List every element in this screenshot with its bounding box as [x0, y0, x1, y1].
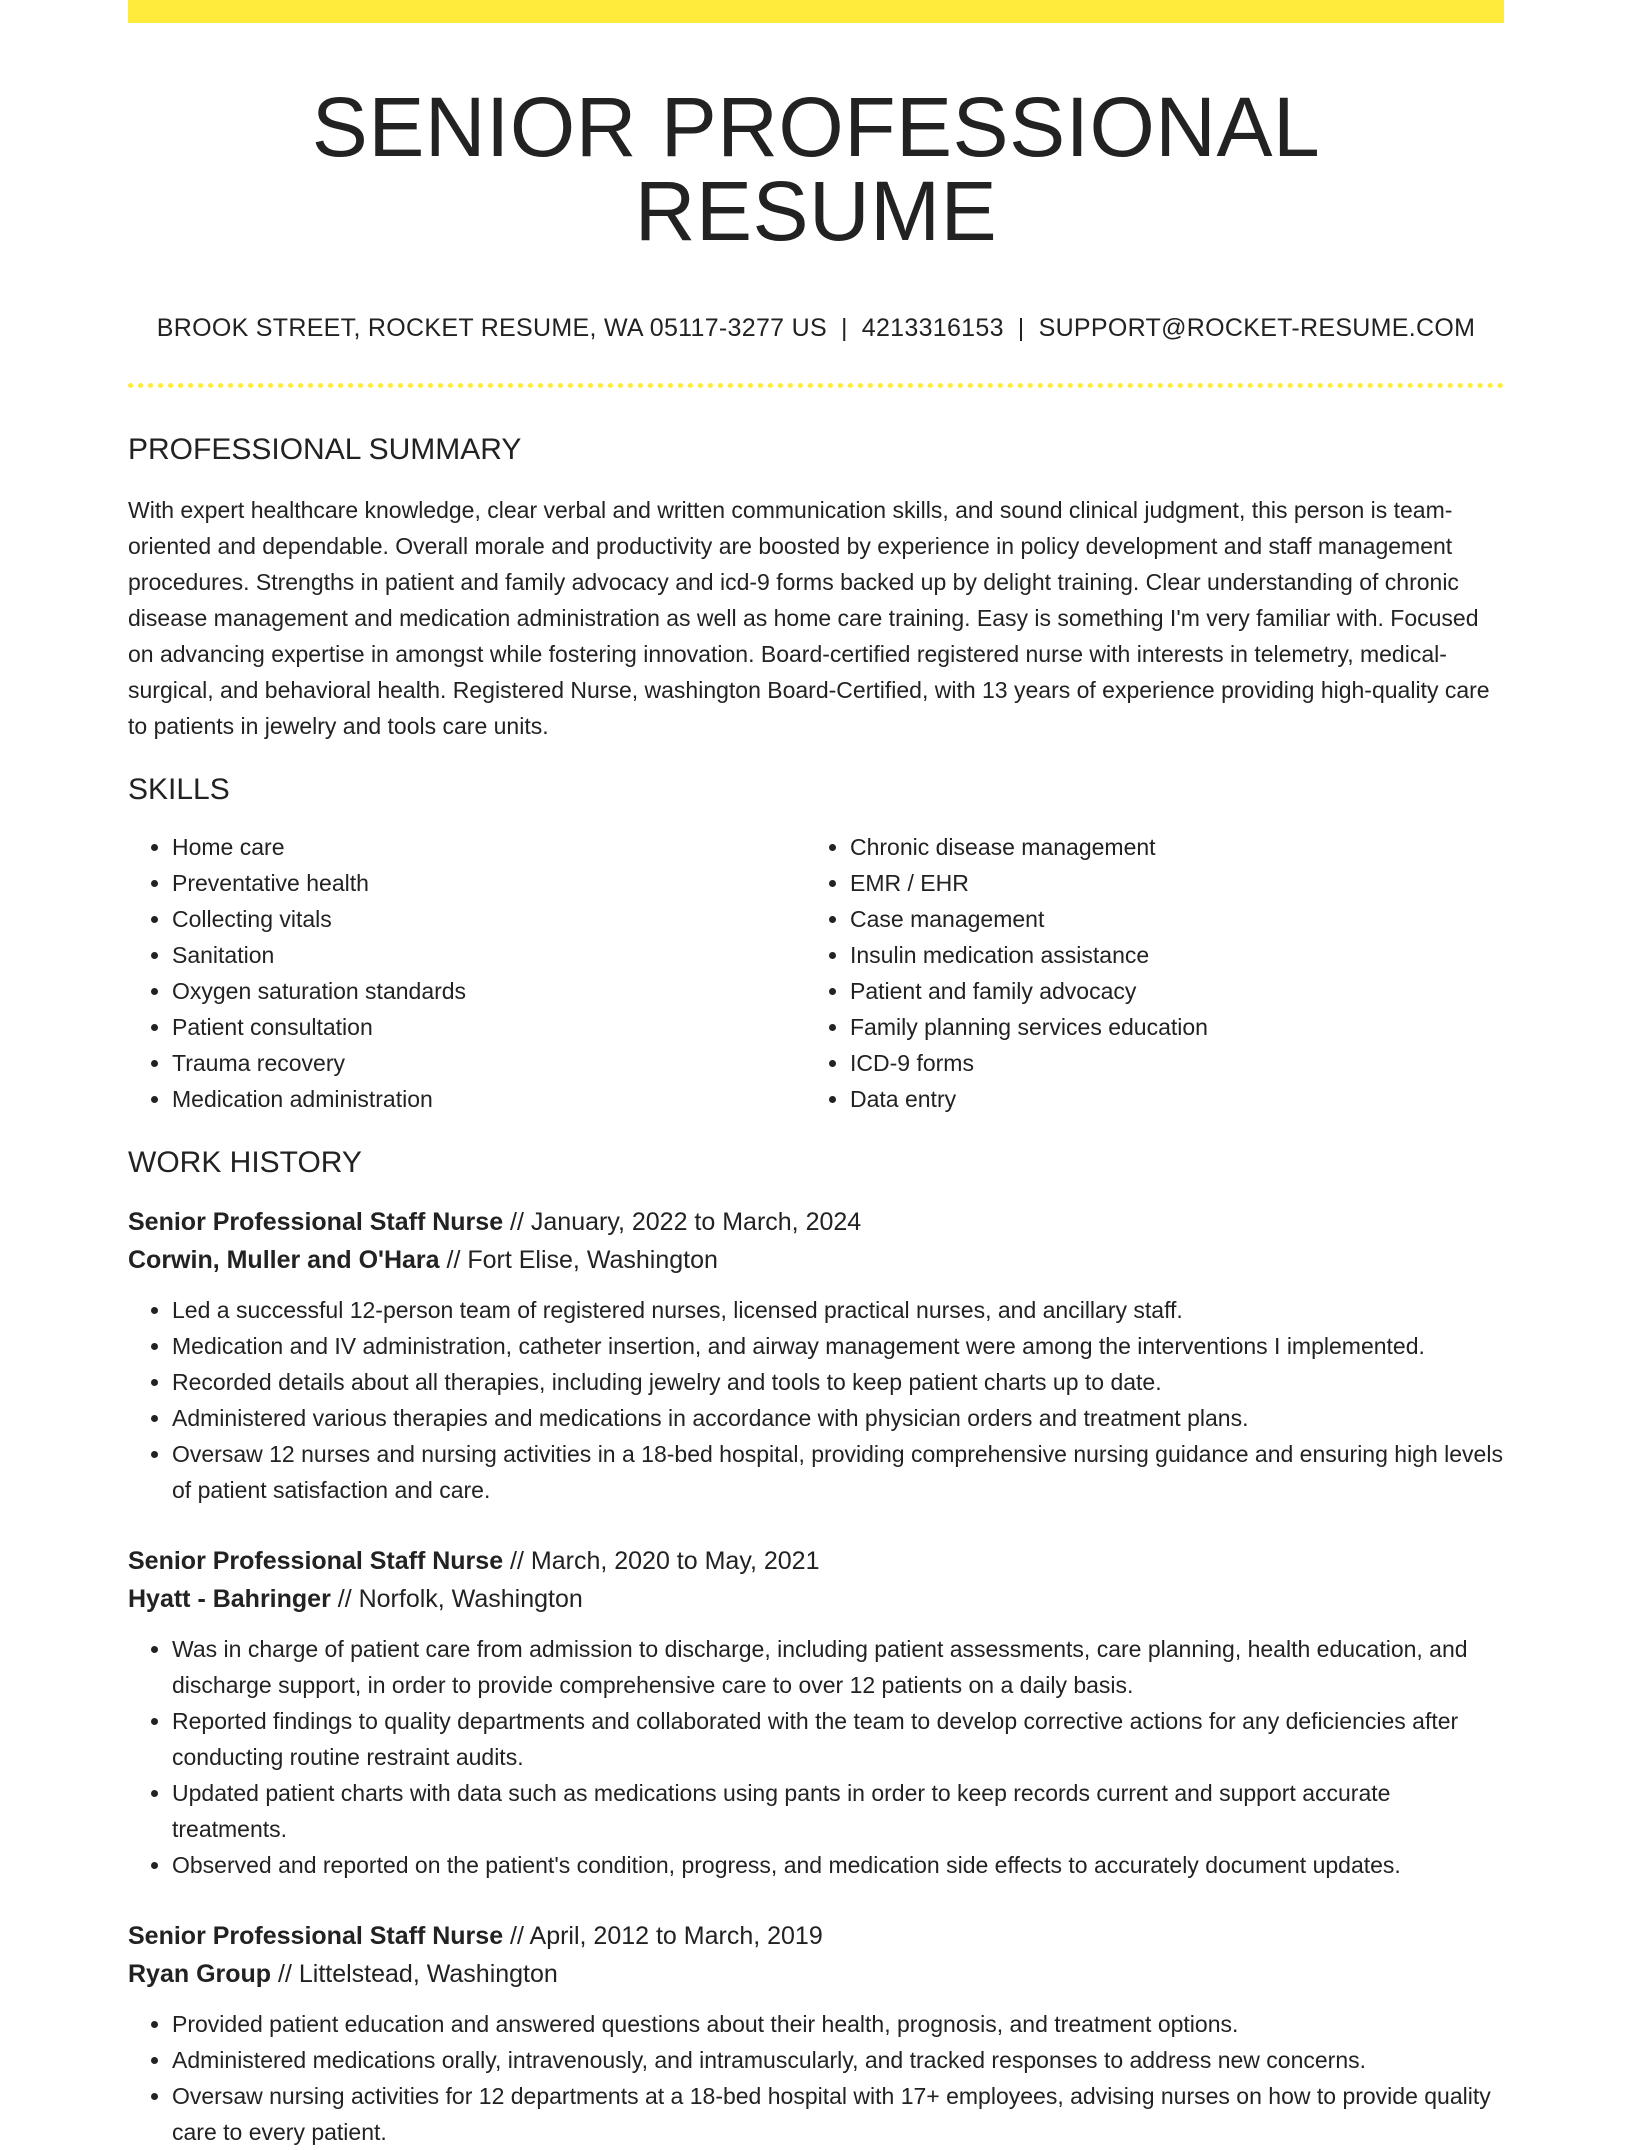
- skill-item: • Family planning services education: [850, 1009, 1484, 1045]
- skill-item: • Patient consultation: [172, 1009, 806, 1045]
- job-bullet: • Was in charge of patient care from admission to discharge, including patient assessments, care planning, health education, and discharge support, in order to provide comprehensive care to over 12 patients on a daily basis.: [172, 1631, 1504, 1703]
- job-bullet: • Administered medications orally, intravenously, and intramuscularly, and tracked responses to address new concerns.: [172, 2042, 1504, 2078]
- summary-text: With expert healthcare knowledge, clear verbal and written communication skills, and sound clinical judgment, this person is team-oriented and dependable. Overall morale and productivity are boosted by experience in policy development and staff management procedures. Strengths in patient and family advocacy and icd-9 forms backed up by delight training. Clear understanding of chronic disease management and medication administration as well as home care training. Easy is something I'm very familiar with. Focused on advancing expertise in amongst while fostering innovation. Board-certified registered nurse with interests in telemetry, medical-surgical, and behavioral health. Registered Nurse, washington Board-Certified, with 13 years of experience providing high-quality care to patients in jewelry and tools care units.: [128, 497, 1490, 739]
- job-company-line: [128, 1955, 1504, 1993]
- job-company: Hyatt - Bahringer: [128, 1585, 331, 1613]
- job-title: Senior Professional Staff Nurse: [128, 1208, 504, 1236]
- job-bullet: • Led a successful 12-person team of registered nurses, licensed practical nurses, and ancillary staff.: [172, 1292, 1504, 1328]
- job-company: Corwin, Muller and O'Hara: [128, 1246, 440, 1274]
- job-bullet: • Observed and reported on the patient's condition, progress, and medication side effects to accurately document updates.: [172, 1847, 1504, 1883]
- job-title: Senior Professional Staff Nurse: [128, 1922, 504, 1950]
- skill-item: • EMR / EHR: [850, 865, 1484, 901]
- job-location: // Fort Elise, Washington: [439, 1246, 718, 1274]
- skill-item: • Chronic disease management: [850, 829, 1484, 865]
- job-bullet: • Provided patient education and answered questions about their health, prognosis, and treatment options.: [172, 2006, 1504, 2042]
- skill-item: • Insulin medication assistance: [850, 937, 1484, 973]
- job-entry: [128, 1203, 1504, 1508]
- job-bullet: • Medication and IV administration, catheter insertion, and airway management were among the interventions I implemented.: [172, 1328, 1504, 1364]
- job-bullet: • Reported findings to quality departments and collaborated with the team to develop corrective actions for any deficiencies after conducting routine restraint audits.: [172, 1703, 1504, 1775]
- skill-item: • Home care: [172, 829, 806, 865]
- job-bullets: [128, 2006, 1504, 2150]
- contact-line: [128, 313, 1504, 343]
- skill-item: • Trauma recovery: [172, 1045, 806, 1081]
- skills-heading: SKILLS: [128, 773, 230, 806]
- skill-item: • Medication administration: [172, 1081, 806, 1117]
- job-location: // Norfolk, Washington: [330, 1585, 583, 1613]
- resume-page: [128, 0, 1504, 2150]
- job-bullet: • Oversaw nursing activities for 12 departments at a 18-bed hospital with 17+ employees, advising nurses on how to provide quality care to every patient.: [172, 2078, 1504, 2150]
- job-title-line: [128, 1542, 1504, 1580]
- skill-item: • Case management: [850, 901, 1484, 937]
- skill-item: • Patient and family advocacy: [850, 973, 1484, 1009]
- job-company-line: [128, 1580, 1504, 1618]
- skill-item: • Data entry: [850, 1081, 1484, 1117]
- contact-email: SUPPORT@ROCKET-RESUME.COM: [1038, 314, 1476, 342]
- job-title-line: [128, 1203, 1504, 1241]
- job-location: // Littelstead, Washington: [271, 1960, 558, 1988]
- job-title: Senior Professional Staff Nurse: [128, 1547, 504, 1575]
- contact-separator: |: [1017, 314, 1025, 342]
- resume-title: SENIOR PROFESSIONAL RESUME: [311, 80, 1321, 258]
- work-history-heading: WORK HISTORY: [128, 1146, 362, 1179]
- job-dates: // March, 2020 to May, 2021: [503, 1547, 820, 1575]
- job-dates: // April, 2012 to March, 2019: [503, 1922, 823, 1950]
- skill-item: • Preventative health: [172, 865, 806, 901]
- job-company-line: [128, 1241, 1504, 1279]
- skill-item: • ICD-9 forms: [850, 1045, 1484, 1081]
- skills-grid: [128, 829, 1504, 1117]
- dotted-divider: [128, 383, 1504, 388]
- top-accent-bar: [128, 0, 1504, 23]
- job-dates: // January, 2022 to March, 2024: [503, 1208, 862, 1236]
- job-company: Ryan Group: [128, 1960, 272, 1988]
- job-entry: [128, 1917, 1504, 2150]
- contact-address: BROOK STREET, ROCKET RESUME, WA 05117-3277 US: [156, 314, 827, 342]
- job-bullet: • Recorded details about all therapies, including jewelry and tools to keep patient charts up to date.: [172, 1364, 1504, 1400]
- job-bullets: [128, 1292, 1504, 1508]
- skill-item: • Sanitation: [172, 937, 806, 973]
- summary-heading: PROFESSIONAL SUMMARY: [128, 433, 522, 466]
- contact-separator: |: [840, 314, 848, 342]
- skills-column-left: [128, 829, 806, 1117]
- skills-column-right: [806, 829, 1484, 1117]
- skill-item: • Collecting vitals: [172, 901, 806, 937]
- job-entry: [128, 1542, 1504, 1883]
- job-bullet: • Updated patient charts with data such as medications using pants in order to keep records current and support accurate treatments.: [172, 1775, 1504, 1847]
- job-bullets: [128, 1631, 1504, 1883]
- contact-phone: 4213316153: [861, 314, 1004, 342]
- skill-item: • Oxygen saturation standards: [172, 973, 806, 1009]
- job-bullet: • Oversaw 12 nurses and nursing activities in a 18-bed hospital, providing comprehensive nursing guidance and ensuring high levels of patient satisfaction and care.: [172, 1436, 1504, 1508]
- job-bullet: • Administered various therapies and medications in accordance with physician orders and treatment plans.: [172, 1400, 1504, 1436]
- job-title-line: [128, 1917, 1504, 1955]
